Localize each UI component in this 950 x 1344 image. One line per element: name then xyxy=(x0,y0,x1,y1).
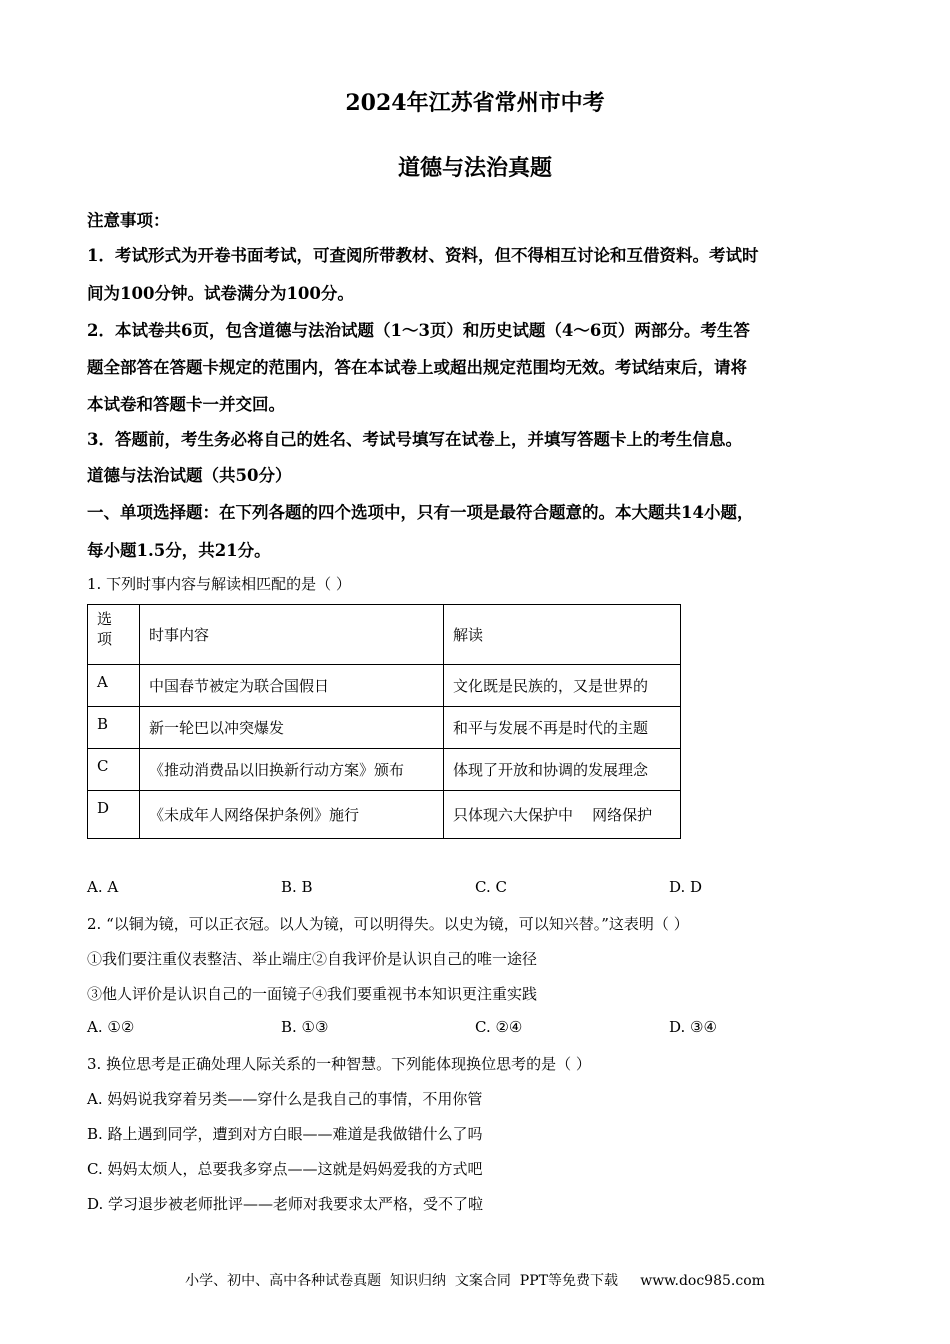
table-header-cell: 解读 xyxy=(444,605,681,665)
section-title: 道德与法治试题（共50分） xyxy=(87,466,292,485)
option-a: A. ①② xyxy=(87,1018,135,1036)
option-c: C. 妈妈太烦人，总要我多穿点——这就是妈妈爱我的方式吧 xyxy=(87,1160,483,1178)
table-cell: C xyxy=(88,749,140,791)
question-2-statements: ③他人评价是认识自己的一面镜子④我们要重视书本知识更注重实践 xyxy=(87,985,538,1003)
table-cell: 和平与发展不再是时代的主题 xyxy=(444,707,681,749)
option-d: D. ③④ xyxy=(669,1018,717,1036)
page-footer: 小学、初中、高中各种试卷真题 知识归纳 文案合同 PPT等免费下载 www.doc985.com xyxy=(185,1273,765,1289)
table-cell: 体现了开放和协调的发展理念 xyxy=(444,749,681,791)
table-cell: 新一轮巴以冲突爆发 xyxy=(140,707,444,749)
notice-heading: 注意事项： xyxy=(87,211,170,230)
notice-line: 3．答题前，考生务必将自己的姓名、考试号填写在试卷上，并填写答题卡上的考生信息。 xyxy=(87,430,742,449)
notice-line: 本试卷和答题卡一并交回。 xyxy=(87,395,285,414)
question-3-stem: 3. 换位思考是正确处理人际关系的一种智慧。下列能体现换位思考的是（ ） xyxy=(87,1055,591,1073)
table-cell: 《推动消费品以旧换新行动方案》颁布 xyxy=(140,749,444,791)
table-cell: B xyxy=(88,707,140,749)
table-row xyxy=(88,665,681,707)
option-b: B. 路上遇到同学，遭到对方白眼——难道是我做错什么了吗 xyxy=(87,1125,483,1143)
option-a: A. A xyxy=(87,878,119,896)
header-option-label: 选 项 xyxy=(97,610,113,648)
table-header-row xyxy=(88,605,681,665)
notice-line: 间为100分钟。试卷满分为100分。 xyxy=(87,284,354,303)
table-cell: 文化既是民族的，又是世界的 xyxy=(444,665,681,707)
table-cell: 《未成年人网络保护条例》施行 xyxy=(140,791,444,839)
table-row xyxy=(88,791,681,839)
question-1-table xyxy=(87,604,681,839)
option-b: B. B xyxy=(281,878,313,896)
table-cell: A xyxy=(88,665,140,707)
option-d: D. D xyxy=(669,878,703,896)
option-c: C. C xyxy=(475,878,507,896)
question-2-stem: 2. “以铜为镜，可以正衣冠。以人为镜，可以明得失。以史为镜，可以知兴替。”这表明（ ） xyxy=(87,915,689,933)
table-cell: 中国春节被定为联合国假日 xyxy=(140,665,444,707)
option-d: D. 学习退步被老师批评——老师对我要求太严格，受不了啦 xyxy=(87,1195,484,1213)
option-a: A. 妈妈说我穿着另类——穿什么是我自己的事情，不用你管 xyxy=(87,1090,483,1108)
part1-instructions: 每小题1.5分，共21分。 xyxy=(87,541,271,560)
table-cell: 只体现六大保护中 网络保护 xyxy=(444,791,681,839)
table-row xyxy=(88,707,681,749)
table-row xyxy=(88,749,681,791)
notice-line: 1．考试形式为开卷书面考试，可查阅所带教材、资料，但不得相互讨论和互借资料。考试时 xyxy=(87,246,759,265)
exam-subtitle: 道德与法治真题 xyxy=(397,155,552,181)
exam-title: 2024年江苏省常州市中考 xyxy=(345,90,605,116)
table-cell: D xyxy=(88,791,140,839)
question-2-statements: ①我们要注重仪表整洁、举止端庄②自我评价是认识自己的唯一途径 xyxy=(87,950,538,968)
question-1-stem: 1. 下列时事内容与解读相匹配的是（ ） xyxy=(87,575,351,593)
option-b: B. ①③ xyxy=(281,1018,329,1036)
part1-instructions: 一、单项选择题：在下列各题的四个选项中，只有一项是最符合题意的。本大题共14小题， xyxy=(87,503,754,522)
option-c: C. ②④ xyxy=(475,1018,523,1036)
table-header-cell xyxy=(88,605,140,665)
notice-line: 题全部答在答题卡规定的范围内，答在本试卷上或超出规定范围均无效。考试结束后，请将 xyxy=(87,358,747,377)
table-header-cell: 时事内容 xyxy=(140,605,444,665)
notice-line: 2．本试卷共6页，包含道德与法治试题（1～3页）和历史试题（4～6页）两部分。考生答 xyxy=(87,321,750,340)
